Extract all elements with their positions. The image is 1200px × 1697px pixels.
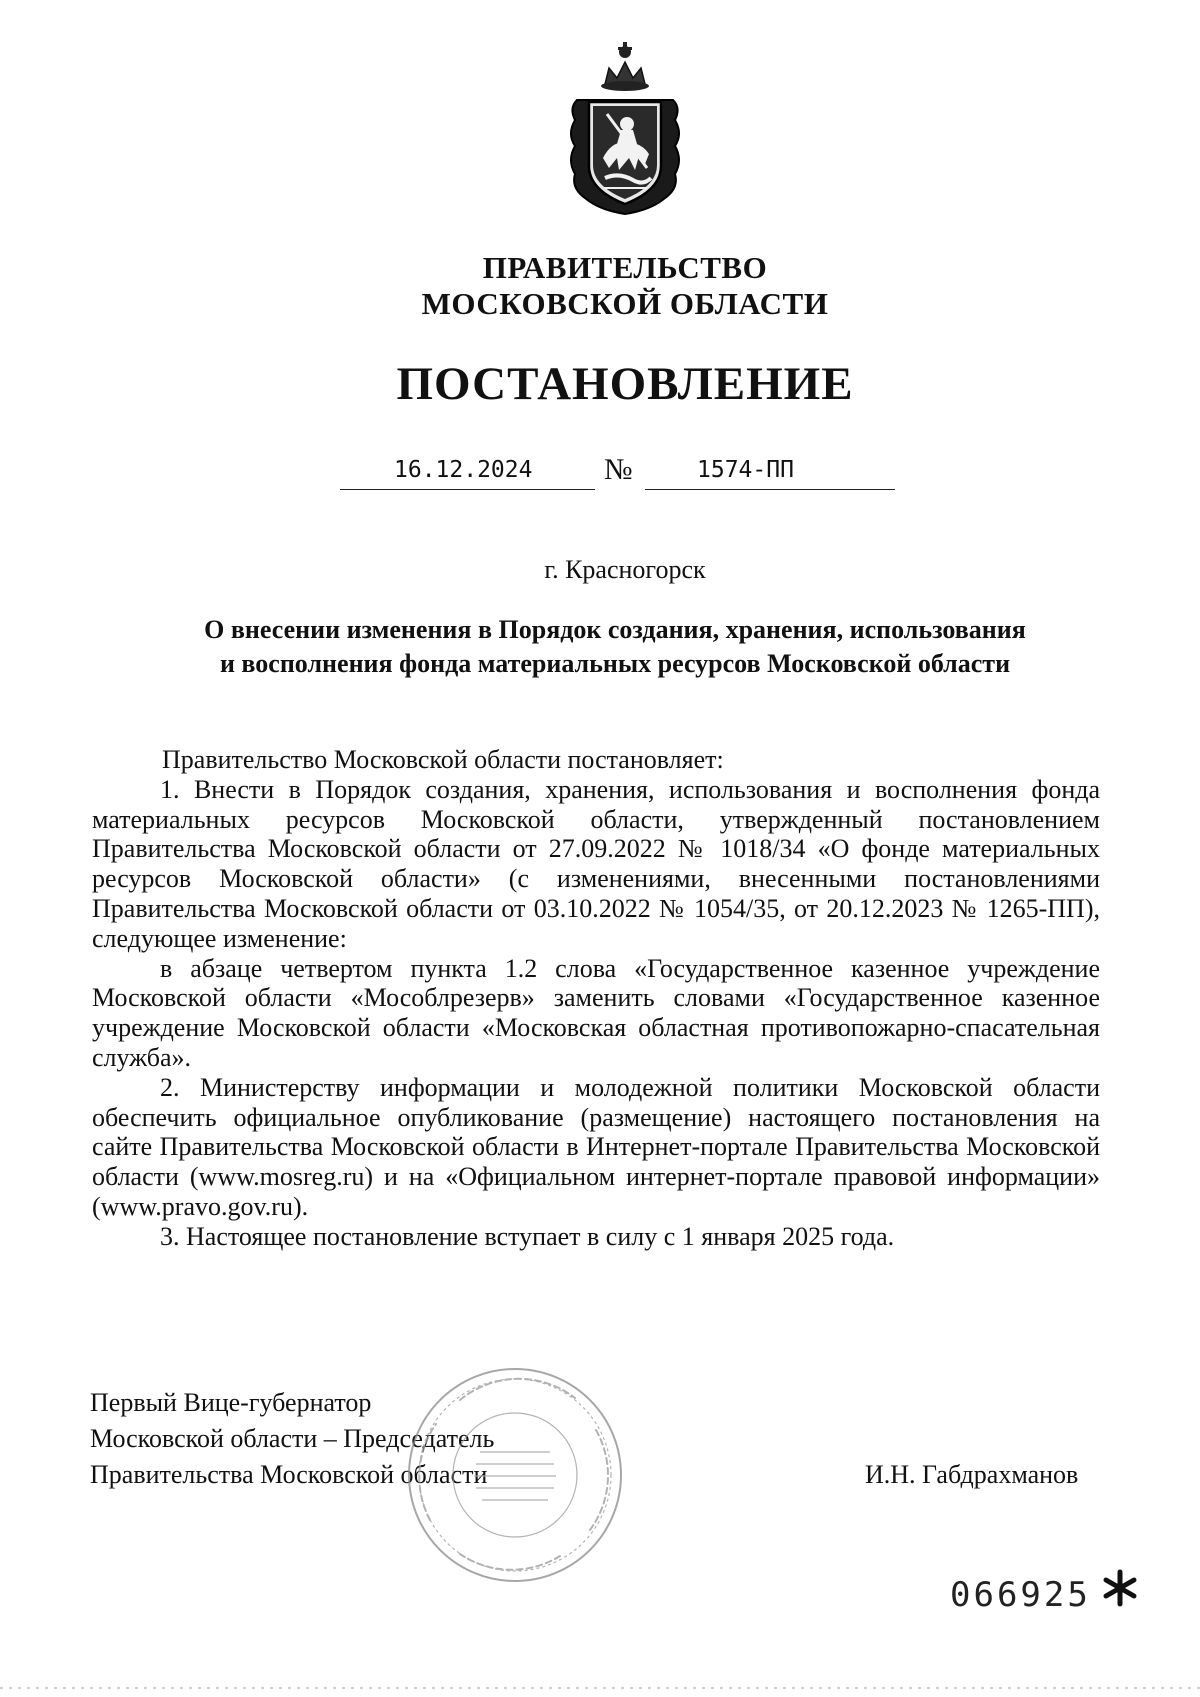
- date-field: [340, 445, 595, 490]
- authority-line-2: МОСКОВСКОЙ ОБЛАСТИ: [421, 286, 829, 321]
- subject-line-2: и восполнения фонда материальных ресурсов Московской области: [219, 649, 1011, 678]
- signatory-name: И.Н. Габдрахманов: [865, 1460, 1079, 1489]
- authority-line-1: ПРАВИТЕЛЬСТВО: [482, 250, 768, 285]
- moscow-oblast-coat-of-arms-icon: [563, 38, 687, 216]
- document-date: 16.12.2024: [394, 457, 533, 483]
- form-serial-number: 066925: [950, 1575, 1091, 1615]
- place-of-issue: г. Красногорск: [544, 555, 706, 584]
- position-line-2: Московской области – Председатель: [90, 1424, 495, 1453]
- item-3: 3. Настоящее постановление вступает в силу с 1 января 2025 года.: [160, 1221, 895, 1251]
- preamble: Правительство Московской области постановляет:: [162, 745, 724, 774]
- number-sign: №: [604, 453, 633, 486]
- position-line-1: Первый Вице-губернатор: [90, 1388, 372, 1417]
- item-1: 1. Внести в Порядок создания, хранения, использования и восполнения фонда материальных ресурсов Московской области, утвержденный постановлением Правительства Московской области от 27.09.2022 № 1018/34 «О фонде материальных ресурсов Московской области» (с изменениями, внесенными постановлениями Правительства Московской области от 03.10.2022 № 1054/35, от 20.12.2023 № 1265-ПП), следующее изменение:: [92, 774, 1100, 953]
- position-line-3: Правительства Московской области: [90, 1460, 488, 1489]
- date-and-number: [340, 445, 900, 495]
- document-number: 1574-ПП: [697, 457, 794, 483]
- document-type: ПОСТАНОВЛЕНИЕ: [396, 358, 854, 410]
- document-subject: [150, 613, 1080, 681]
- decree-body: [92, 745, 1100, 1252]
- asterisk-icon: [1100, 1568, 1140, 1608]
- number-field: [645, 445, 895, 490]
- item-1-detail: в абзаце четвертом пункта 1.2 слова «Государственное казенное учреждение Московской области «Мособлрезерв» заменить словами «Государственное казенное учреждение Московской области «Московская областная противопожарно-спасательная служба».: [92, 953, 1100, 1072]
- issuing-authority: [300, 250, 950, 322]
- official-seal-stamp-icon: [400, 1360, 630, 1590]
- item-2: 2. Министерству информации и молодежной политики Московской области обеспечить официальное опубликование (размещение) настоящего постановления на сайте Правительства Московской области в Интернет-портале Правительства Московской области (www.mosreg.ru) и на «Официальном интернет-портале правовой информации» (www.pravo.gov.ru).: [92, 1072, 1100, 1221]
- subject-line-1: О внесении изменения в Порядок создания, хранения, использования: [204, 615, 1026, 644]
- scan-edge-artifact: [0, 1687, 1200, 1689]
